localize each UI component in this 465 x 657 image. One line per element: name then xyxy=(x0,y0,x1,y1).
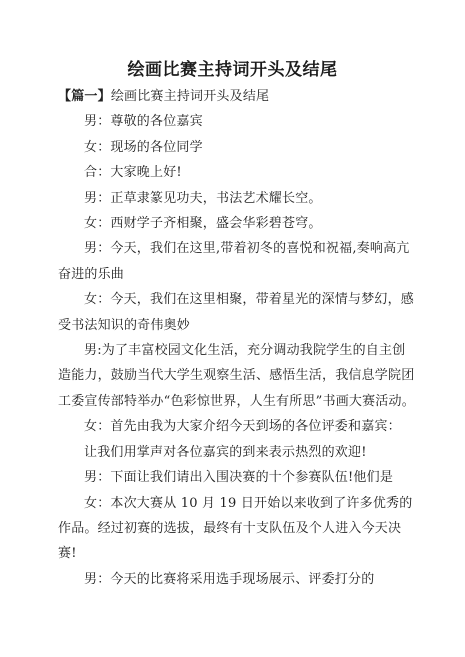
section-heading xyxy=(58,84,417,109)
paragraph: 男：正草隶篆见功夫，书法艺术耀长空。 xyxy=(84,190,322,206)
paragraph: 女：西财学子齐相聚，盛会华彩碧苍穹。 xyxy=(84,216,322,232)
paragraph: 男：今天，我们在这里,带着初冬的喜悦和祝福,奏响高亢奋进的乐曲 xyxy=(58,241,410,282)
paragraph: 女：首先由我为大家介绍今天到场的各位评委和嘉宾： xyxy=(84,419,401,435)
document-title: 绘画比赛主持词开头及结尾 xyxy=(127,60,338,80)
paragraph: 男：尊敬的各位嘉宾 xyxy=(84,114,203,130)
section-label: 【篇一】 xyxy=(58,89,111,104)
paragraph: 男:为了丰富校园文化生活，充分调动我院学生的自主创造能力，鼓励当代大学生观察生活、感悟生活，我信息学院团工委宣传部特举办“色彩惊世界，人生有所思”书画大赛活动。 xyxy=(58,343,415,409)
document-body xyxy=(58,84,417,592)
paragraph: 女：本次大赛从 10 月 19 日开始以来收到了许多优秀的作品。经过初赛的选拔，最终有十支队伍及个人进入今天决赛! xyxy=(58,495,413,562)
paragraph: 男：今天的比赛将采用选手现场展示、评委打分的 xyxy=(84,571,375,587)
paragraph: 女：现场的各位同学 xyxy=(84,139,203,155)
paragraph: 让我们用掌声对各位嘉宾的到来表示热烈的欢迎! xyxy=(84,444,367,460)
paragraph: 女：今天，我们在这里相聚，带着星光的深情与梦幻，感受书法知识的奇伟奥妙 xyxy=(58,292,415,333)
paragraph: 合：大家晚上好! xyxy=(84,165,182,181)
paragraph: 男：下面让我们请出入围决赛的十个参赛队伍!他们是 xyxy=(84,470,394,486)
section-title: 绘画比赛主持词开头及结尾 xyxy=(110,89,270,104)
